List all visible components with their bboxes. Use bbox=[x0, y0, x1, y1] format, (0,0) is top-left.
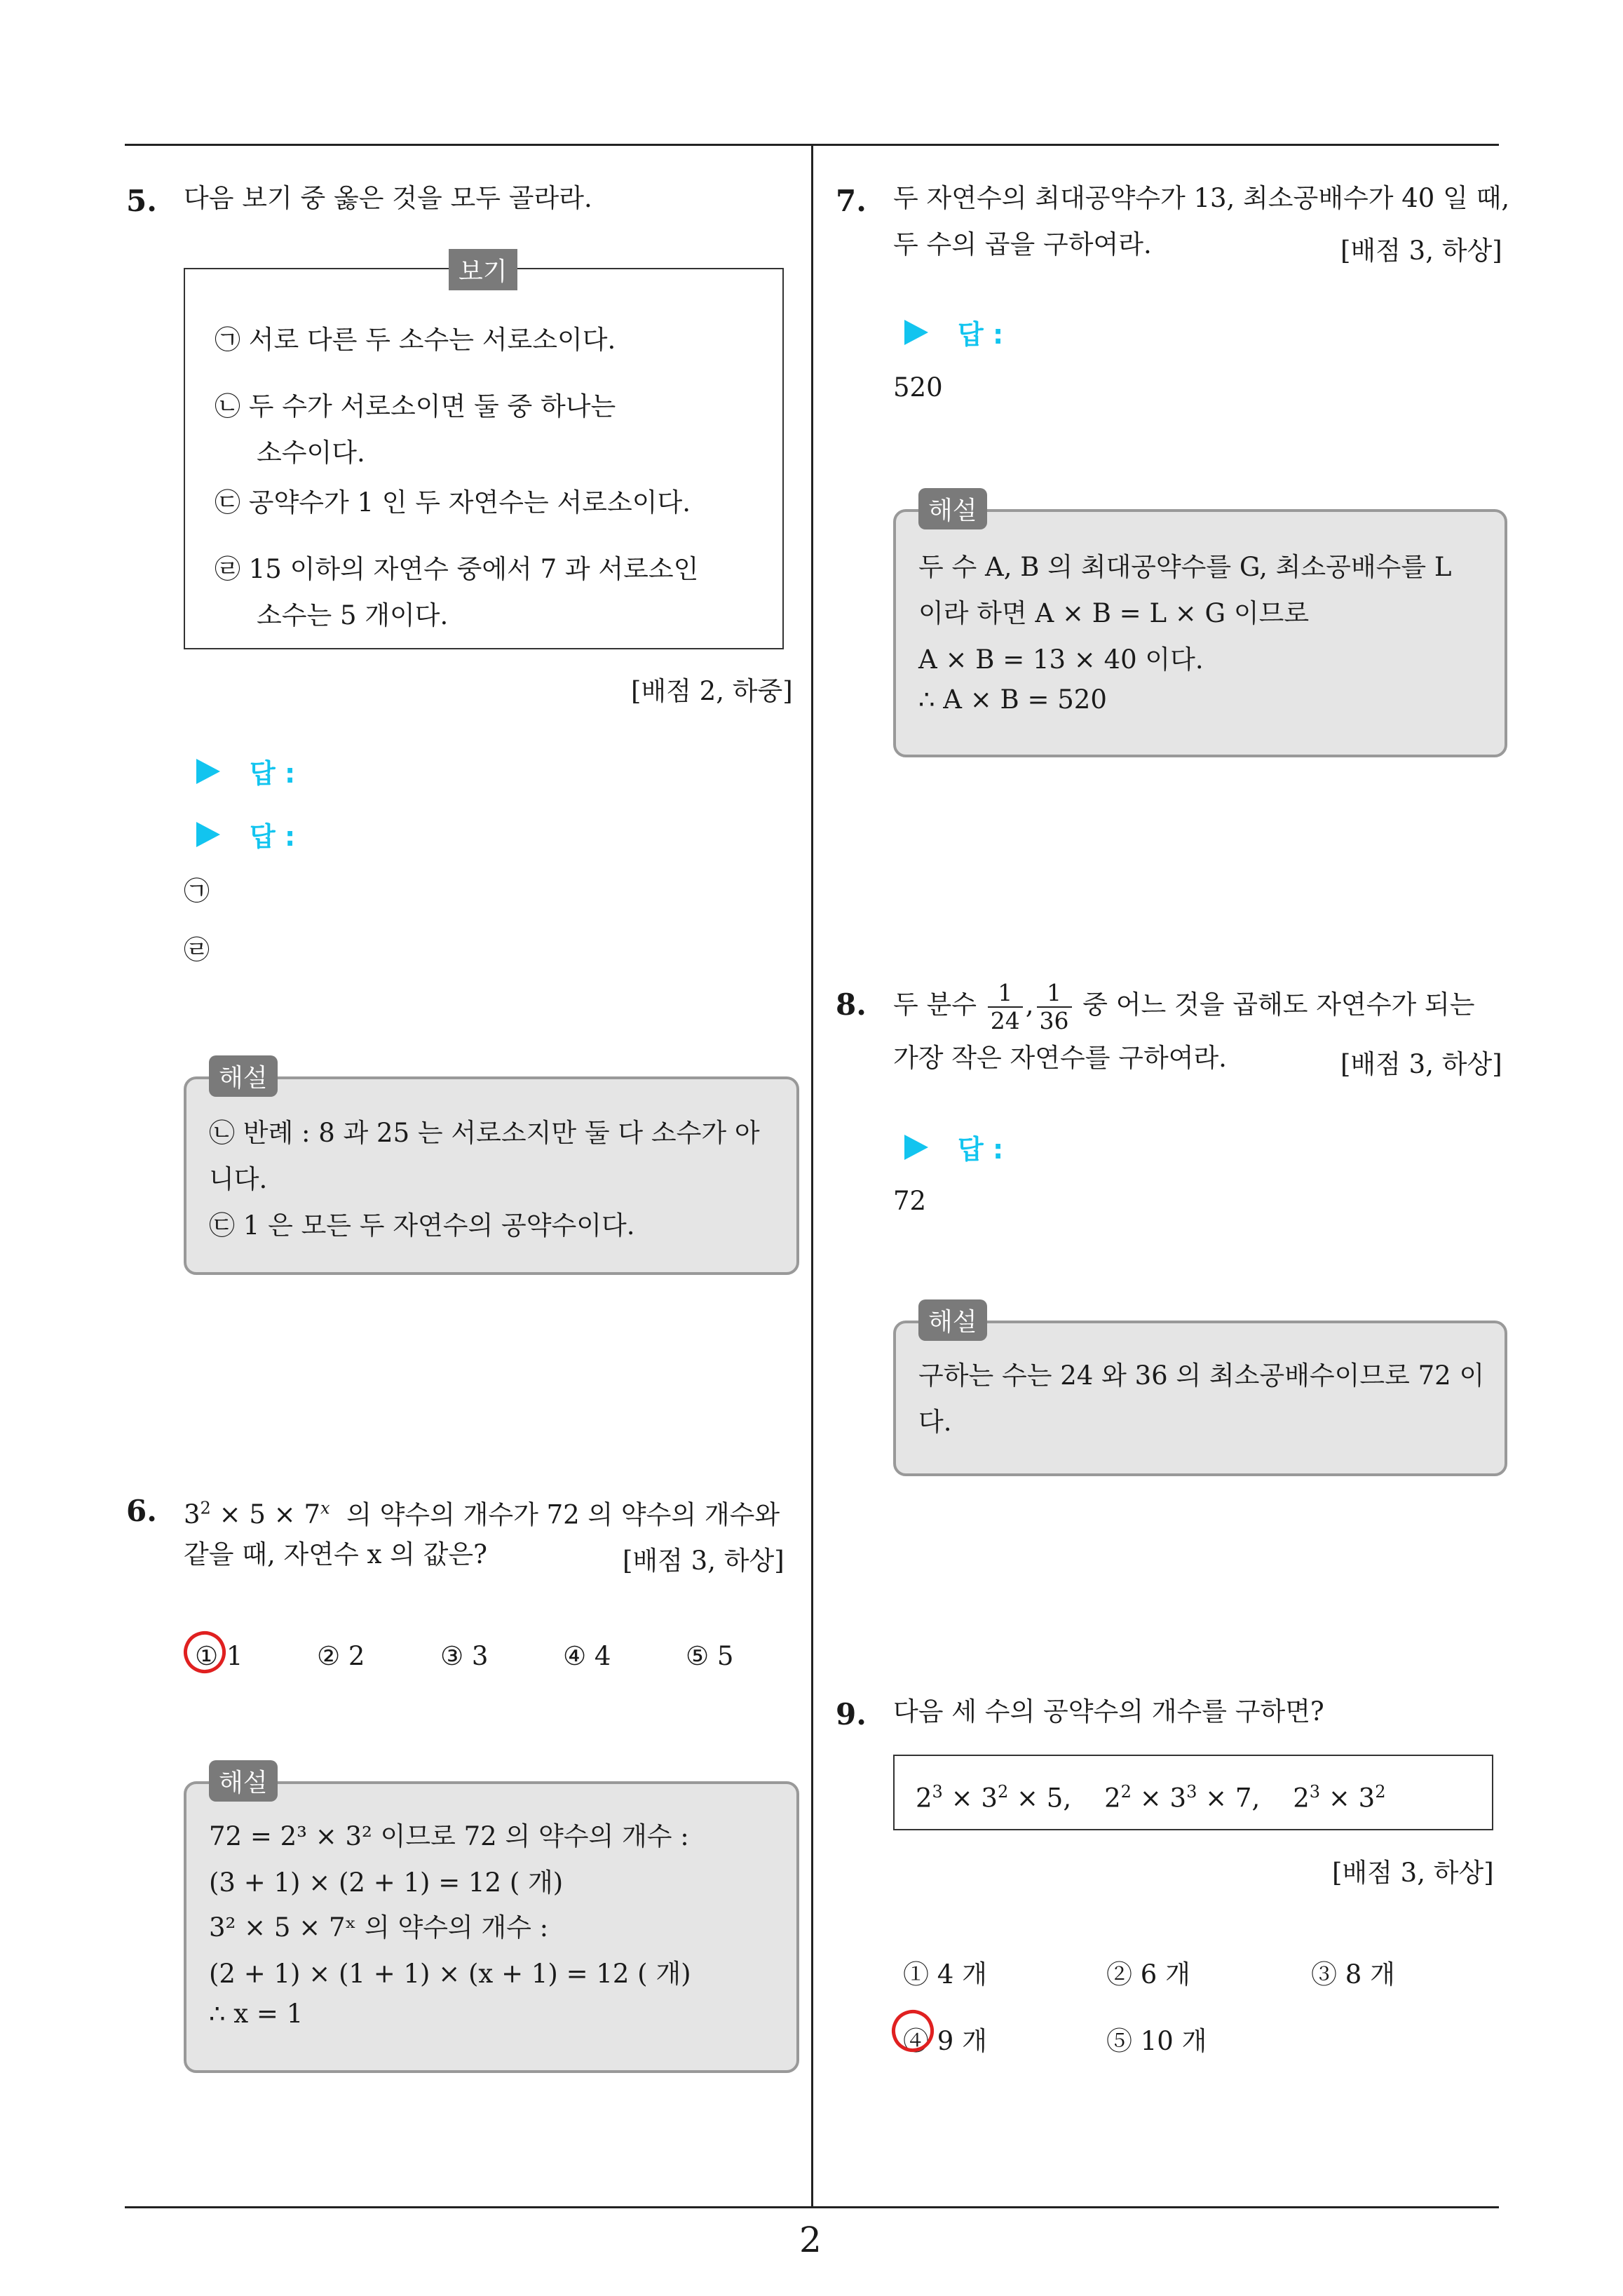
q8-prompt-line2: 가장 작은 자연수를 구하여라. bbox=[893, 1043, 1227, 1073]
q9-choice-4[interactable]: ④ 9 개 bbox=[903, 2026, 987, 2056]
q8-answer-row bbox=[904, 1128, 1003, 1166]
q8-expl-line-2: 다. bbox=[918, 1407, 952, 1437]
q5-answer-row-1 bbox=[196, 752, 295, 790]
q9-score: [배점 3, 하상] bbox=[1332, 1858, 1494, 1888]
q7-answer-label: 답 : bbox=[958, 319, 1004, 350]
q8-frac2-num: 1 bbox=[1037, 980, 1072, 1008]
q7-expl-line-1: 두 수 A, B 의 최대공약수를 G, 최소공배수를 L bbox=[918, 552, 1452, 582]
q8-number: 8. bbox=[836, 987, 867, 1022]
q8-fraction-1 bbox=[988, 980, 1023, 1034]
q5-item-2b: 소수이다. bbox=[257, 438, 365, 468]
page-number: 2 bbox=[799, 2220, 822, 2260]
q5-item-3: ㉢ 공약수가 1 인 두 자연수는 서로소이다. bbox=[215, 487, 691, 518]
q5-answer-1: ㉠ bbox=[184, 876, 210, 906]
q5-explanation-box bbox=[184, 1076, 799, 1275]
q5-explanation-label: 해설 bbox=[209, 1055, 278, 1097]
q9-prompt: 다음 세 수의 공약수의 개수를 구하면? bbox=[893, 1696, 1324, 1727]
q6-expl-line-2: (3 + 1) × (2 + 1) = 12 ( 개) bbox=[209, 1868, 564, 1898]
q7-number: 7. bbox=[836, 184, 867, 218]
q5-number: 5. bbox=[126, 184, 157, 218]
q7-answer: 520 bbox=[893, 372, 943, 403]
q5-answer-2: ㉣ bbox=[184, 935, 210, 965]
q5-item-1: ㉠ 서로 다른 두 소수는 서로소이다. bbox=[215, 325, 616, 355]
answer-arrow-icon bbox=[904, 320, 928, 345]
q6-explanation-label: 해설 bbox=[209, 1760, 278, 1802]
q9-choice-5[interactable]: ⑤ 10 개 bbox=[1106, 2026, 1207, 2056]
q5-answer-label-2: 답 : bbox=[250, 821, 296, 852]
q9-numbers-box bbox=[893, 1755, 1493, 1830]
answer-arrow-icon bbox=[904, 1135, 928, 1160]
q8-score: [배점 3, 하상] bbox=[1340, 1049, 1502, 1079]
q8-explanation-box bbox=[893, 1321, 1507, 1476]
q8-prompt-line1: 두 분수 $\frac{1}{24}$ , $\frac{1}{36}$ 중 어느 것을 곱해도 자연수가 되는 bbox=[893, 978, 1475, 1034]
q6-math-expression: $3^2 \times 5 \times 7^x$ bbox=[184, 1499, 330, 1530]
q6-score: [배점 3, 하상] bbox=[623, 1546, 785, 1576]
q8-expl-line-1: 구하는 수는 24 와 36 의 최소공배수이므로 72 이 bbox=[918, 1360, 1485, 1391]
q6-prompt-line2: 같을 때, 자연수 x 의 값은? bbox=[184, 1539, 487, 1569]
q5-item-4: ㉣ 15 이하의 자연수 중에서 7 과 서로소인 bbox=[215, 554, 699, 584]
q9-number: 9. bbox=[836, 1697, 867, 1731]
q8-fraction-2 bbox=[1037, 980, 1072, 1034]
q5-expl-line-3: ㉢ 1 은 모든 두 자연수의 공약수이다. bbox=[209, 1210, 635, 1241]
q9-math-expression: $2^3 \times 3^2 \times 5$, $2^2 \times 3^3 \times 7$, $2^3 \times 3^2$ bbox=[916, 1782, 1386, 1814]
q8-answer-label: 답 : bbox=[958, 1134, 1004, 1165]
q5-item-2: ㉡ 두 수가 서로소이면 둘 중 하나는 bbox=[215, 391, 616, 421]
q8-prompt-head: 두 분수 bbox=[893, 990, 977, 1020]
q6-choice-3[interactable]: ③ 3 bbox=[440, 1641, 489, 1671]
q7-explanation-label: 해설 bbox=[918, 488, 987, 529]
bottom-rule bbox=[125, 2206, 1499, 2208]
q5-bogi-box bbox=[184, 268, 784, 649]
q6-choice-4[interactable]: ④ 4 bbox=[563, 1641, 611, 1671]
q7-expl-line-3: A × B = 13 × 40 이다. bbox=[918, 644, 1204, 675]
column-divider bbox=[811, 144, 813, 2206]
q7-explanation-box bbox=[893, 509, 1507, 757]
q5-expl-line-1: ㉡ 반례 : 8 과 25 는 서로소지만 둘 다 소수가 아 bbox=[209, 1118, 760, 1148]
q5-expl-line-2: 니다. bbox=[209, 1164, 268, 1194]
q9-choice-3[interactable]: ③ 8 개 bbox=[1311, 1959, 1395, 1990]
answer-arrow-icon bbox=[196, 822, 220, 847]
q5-score: [배점 2, 하중] bbox=[631, 676, 793, 706]
q7-answer-row bbox=[904, 313, 1003, 351]
q8-answer: 72 bbox=[893, 1186, 927, 1216]
q5-answer-row-2 bbox=[196, 815, 295, 853]
q7-prompt-line2: 두 수의 곱을 구하여라. bbox=[893, 229, 1152, 259]
q6-choice-1[interactable]: ① 1 bbox=[195, 1641, 243, 1671]
q8-frac1-num: 1 bbox=[988, 980, 1023, 1008]
q7-expl-line-4: ∴ A × B = 520 bbox=[918, 684, 1107, 715]
q7-prompt-line1: 두 자연수의 최대공약수가 13, 최소공배수가 40 일 때, bbox=[893, 183, 1510, 213]
q9-choice-1[interactable]: ① 4 개 bbox=[903, 1959, 987, 1990]
q8-explanation-label: 해설 bbox=[918, 1299, 987, 1341]
q6-choice-2[interactable]: ② 2 bbox=[317, 1641, 365, 1671]
q6-expl-line-3: 3² × 5 × 7ˣ 의 약수의 개수 : bbox=[209, 1912, 549, 1943]
q5-prompt: 다음 보기 중 옳은 것을 모두 골라라. bbox=[184, 183, 592, 213]
q6-explanation-box bbox=[184, 1781, 799, 2073]
q7-expl-line-2: 이라 하면 A × B = L × G 이므로 bbox=[918, 598, 1310, 628]
q8-frac1-den: 24 bbox=[990, 1006, 1020, 1034]
q6-expl-line-1: 72 = 2³ × 3² 이므로 72 의 약수의 개수 : bbox=[209, 1821, 689, 1851]
q6-prompt-line1 bbox=[184, 1485, 780, 1538]
q5-answer-label-1: 답 : bbox=[250, 758, 296, 789]
q5-bogi-label: 보기 bbox=[449, 249, 517, 290]
q6-expl-line-4: (2 + 1) × (1 + 1) × (x + 1) = 12 ( 개) bbox=[209, 1959, 691, 1989]
q5-item-4b: 소수는 5 개이다. bbox=[257, 600, 449, 630]
q9-choice-2[interactable]: ② 6 개 bbox=[1106, 1959, 1190, 1990]
q6-prompt-tail: 의 약수의 개수가 72 의 약수의 개수와 bbox=[346, 1499, 780, 1530]
q6-expl-line-5: ∴ x = 1 bbox=[209, 1999, 304, 2029]
q6-choice-5[interactable]: ⑤ 5 bbox=[686, 1641, 734, 1671]
q8-prompt-tail: 중 어느 것을 곱해도 자연수가 되는 bbox=[1082, 990, 1475, 1020]
q6-number: 6. bbox=[126, 1494, 157, 1528]
answer-arrow-icon bbox=[196, 759, 220, 784]
q7-score: [배점 3, 하상] bbox=[1340, 236, 1502, 266]
q8-frac2-den: 36 bbox=[1039, 1006, 1069, 1034]
